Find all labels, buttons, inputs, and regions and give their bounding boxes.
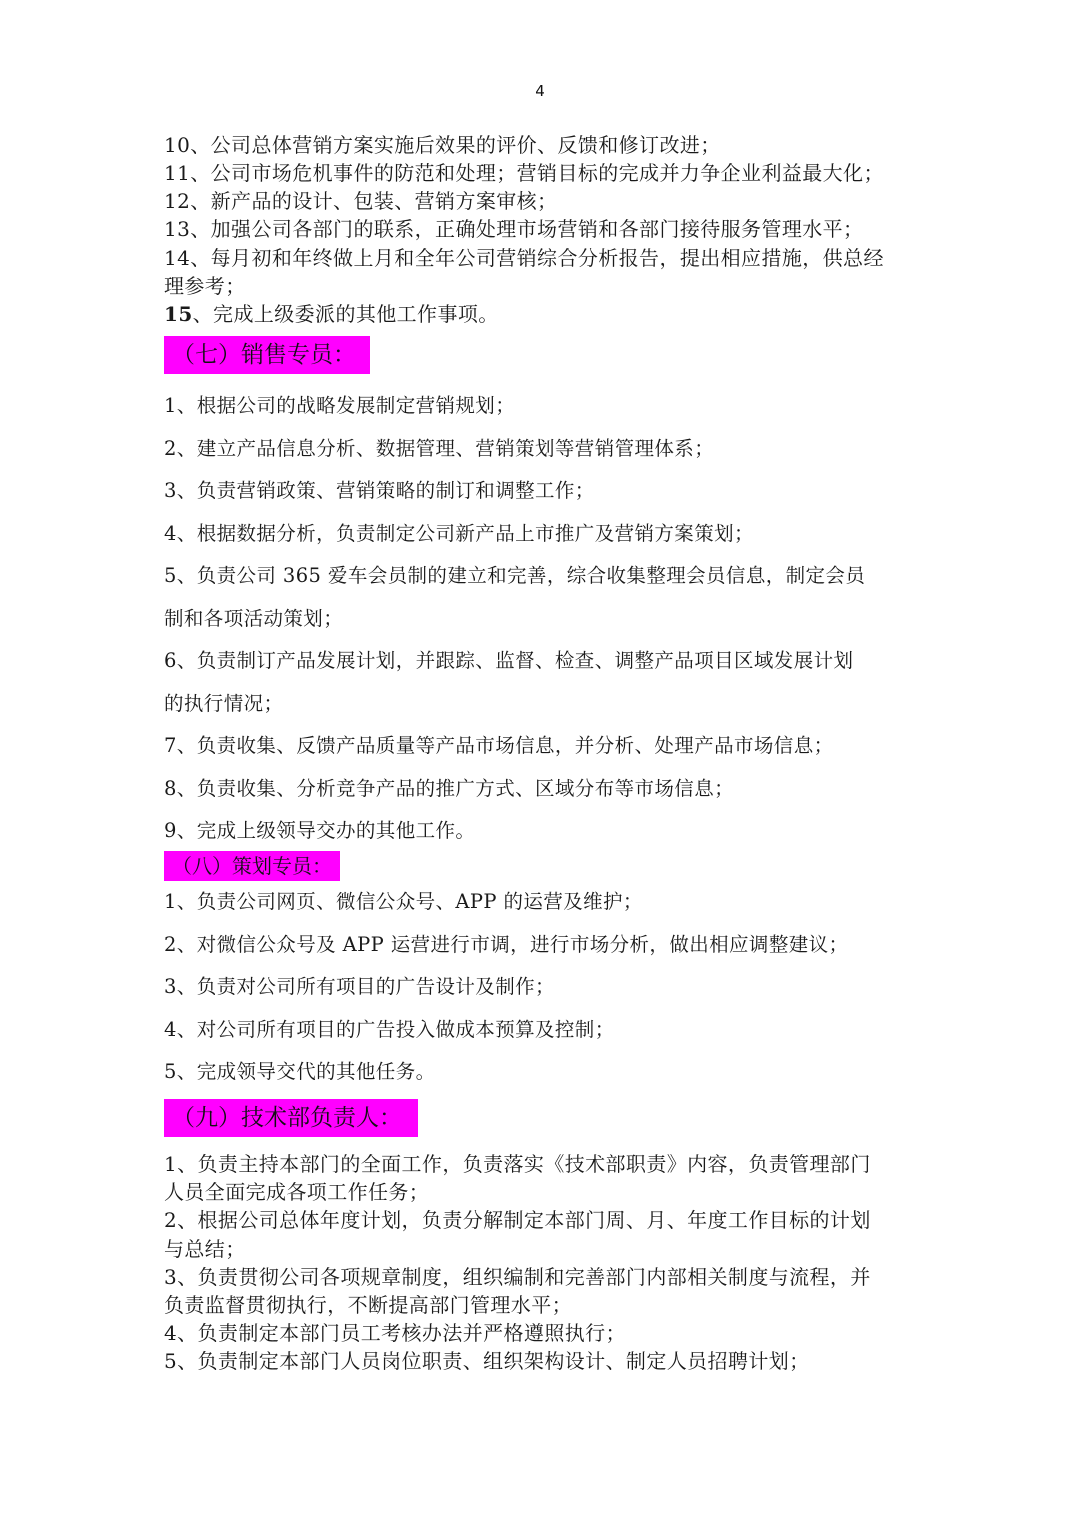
item-number: 15 xyxy=(164,302,193,326)
list-item: 13、加强公司各部门的联系，正确处理市场营销和各部门接待服务管理水平； xyxy=(164,217,864,241)
list-item-continuation: 负责监督贯彻执行，不断提高部门管理水平； xyxy=(164,1293,572,1317)
section-heading-9: （九）技术部负责人： xyxy=(164,1099,418,1137)
list-item: 5、负责公司 365 爱车会员制的建立和完善，综合收集整理会员信息，制定会员 xyxy=(164,564,866,587)
list-item: 12、新产品的设计、包装、营销方案审核； xyxy=(164,189,558,213)
section-heading-8: （八）策划专员： xyxy=(164,851,340,881)
list-item: 2、对微信公众号及 APP 运营进行市调，进行市场分析，做出相应调整建议； xyxy=(164,933,849,956)
list-item-continuation: 制和各项活动策划； xyxy=(164,607,344,630)
list-item: 5、完成领导交代的其他任务。 xyxy=(164,1060,436,1083)
list-item: 1、负责主持本部门的全面工作，负责落实《技术部职责》内容，负责管理部门 xyxy=(164,1152,871,1176)
list-item: 14、每月初和年终做上月和全年公司营销综合分析报告，提出相应措施，供总经 xyxy=(164,246,884,270)
list-item: 4、对公司所有项目的广告投入做成本预算及控制； xyxy=(164,1018,615,1041)
list-item: 5、负责制定本部门人员岗位职责、组织架构设计、制定人员招聘计划； xyxy=(164,1349,810,1373)
list-item: 6、负责制订产品发展计划，并跟踪、监督、检查、调整产品项目区域发展计划 xyxy=(164,649,854,672)
list-item: 2、建立产品信息分析、数据管理、营销策划等营销管理体系； xyxy=(164,437,715,460)
list-item: 7、负责收集、反馈产品质量等产品市场信息，并分析、处理产品市场信息； xyxy=(164,734,834,757)
item-text: 、完成上级委派的其他工作事项。 xyxy=(192,302,499,326)
list-item: 4、根据数据分析，负责制定公司新产品上市推广及营销方案策划； xyxy=(164,522,754,545)
list-item: 4、负责制定本部门员工考核办法并严格遵照执行； xyxy=(164,1321,626,1345)
list-item: 3、负责贯彻公司各项规章制度，组织编制和完善部门内部相关制度与流程，并 xyxy=(164,1265,871,1289)
page-number: 4 xyxy=(535,82,545,100)
list-item: 9、完成上级领导交办的其他工作。 xyxy=(164,819,476,842)
list-item: 11、公司市场危机事件的防范和处理；营销目标的完成并力争企业利益最大化； xyxy=(164,161,884,185)
section-heading-7: （七）销售专员： xyxy=(164,336,370,374)
list-item: 3、负责营销政策、营销策略的制订和调整工作； xyxy=(164,479,595,502)
list-item: 3、负责对公司所有项目的广告设计及制作； xyxy=(164,975,555,998)
list-item: 1、根据公司的战略发展制定营销规划； xyxy=(164,394,516,417)
list-item-continuation: 理参考； xyxy=(164,274,246,298)
list-item: 8、负责收集、分析竞争产品的推广方式、区域分布等市场信息； xyxy=(164,777,735,800)
list-item xyxy=(164,300,934,328)
list-item-continuation: 人员全面完成各项工作任务； xyxy=(164,1180,430,1204)
list-item: 1、负责公司网页、微信公众号、APP 的运营及维护； xyxy=(164,890,643,913)
list-item: 2、根据公司总体年度计划，负责分解制定本部门周、月、年度工作目标的计划 xyxy=(164,1208,871,1232)
list-item-continuation: 与总结； xyxy=(164,1237,246,1261)
list-item-continuation: 的执行情况； xyxy=(164,692,284,715)
list-item: 10、公司总体营销方案实施后效果的评价、反馈和修订改进； xyxy=(164,133,721,157)
